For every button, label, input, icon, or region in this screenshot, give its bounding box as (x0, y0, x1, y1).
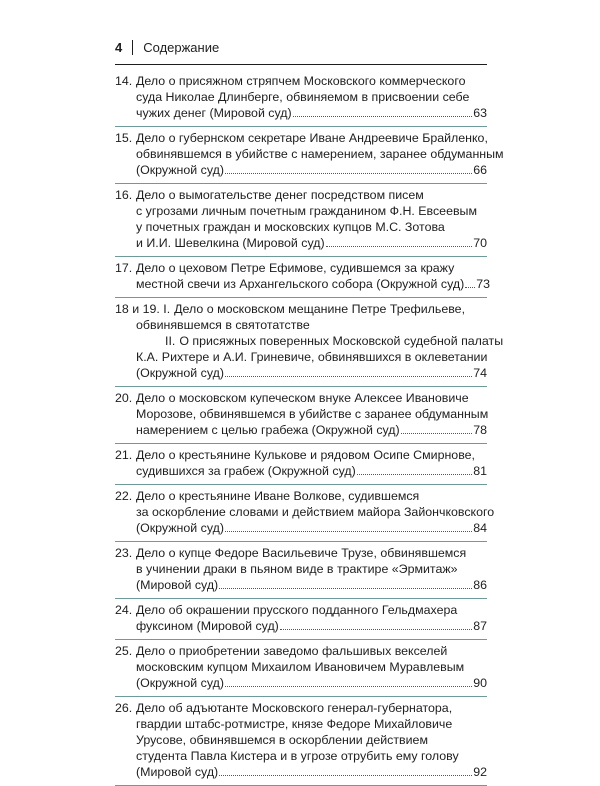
dot-leader (225, 675, 472, 687)
toc-entry-last-line (115, 764, 487, 780)
toc-entry[interactable] (115, 542, 487, 599)
entry-page-number: 87 (473, 619, 487, 633)
entry-title-text: местной свечи из Архангельского собора (Окружной суд) (136, 277, 465, 291)
toc-entry-line (115, 73, 487, 89)
entry-number: 24. (115, 603, 133, 617)
toc-entry-line (115, 349, 487, 365)
entry-title-text: у почетных граждан и московских купцов М.С. Зотова (136, 220, 445, 234)
entry-title-text: Дело о присяжном стряпчем Московского коммерческого (136, 74, 466, 88)
dot-leader (219, 764, 472, 776)
entry-number: 20. (115, 391, 133, 405)
page-header (115, 40, 487, 65)
entry-page-number: 84 (473, 521, 487, 535)
entry-title-text: и И.И. Шевелкина (Мировой суд) (136, 236, 325, 250)
toc-entry-line (115, 317, 487, 333)
toc-entry-line (115, 447, 487, 463)
entry-number: 16. (115, 188, 133, 202)
toc-entry-line (115, 146, 504, 162)
toc-entry[interactable] (115, 70, 487, 127)
entry-title-text: фуксином (Мировой суд) (136, 619, 279, 633)
entry-title-text: обвинявшемся в святотатстве (136, 318, 310, 332)
toc-entry-line (115, 643, 487, 659)
toc-entry-line (115, 301, 487, 317)
dot-leader (219, 577, 472, 589)
toc-entry-last-line (115, 675, 487, 691)
entry-page-number: 74 (473, 366, 487, 380)
entry-title-text: О присяжных поверенных Московской судебной палаты (179, 334, 504, 348)
entry-title-text: Дело о цеховом Петре Ефимове, судившемся за кражу (136, 261, 455, 275)
entry-title-text: с угрозами личным почетным гражданином Ф.Н. Евсеевым (136, 204, 477, 218)
section-title: Содержание (143, 40, 220, 55)
toc-entry-last-line (115, 618, 487, 634)
dot-leader (326, 235, 473, 247)
entry-title-text: Дело о крестьянине Кулькове и рядовом Осипе Смирнове, (136, 448, 475, 462)
toc-entry-line (115, 219, 487, 235)
entry-title-text: К.А. Рихтере и А.И. Гриневиче, обвинявшихся в оклеветании (136, 350, 488, 364)
toc-entry-line (115, 700, 487, 716)
entry-sub-number: II. (165, 334, 176, 348)
entry-title-text: (Мировой суд) (136, 765, 219, 779)
entry-title-text: суда Николае Длинберге, обвиняемом в присвоении себе (136, 90, 470, 104)
toc-entry-last-line (115, 520, 487, 536)
toc-entry-last-line (115, 162, 487, 178)
entry-title-text: (Окружной суд) (136, 366, 224, 380)
toc-entry[interactable] (115, 485, 495, 542)
toc-entry-line (115, 545, 487, 561)
toc-entry-line (115, 602, 487, 618)
entry-number: 25. (115, 644, 133, 658)
toc-entry-line (115, 716, 487, 732)
toc-entry-last-line (115, 276, 491, 292)
toc-entry[interactable] (115, 444, 487, 485)
table-of-contents (115, 70, 504, 786)
dot-leader (357, 463, 472, 475)
entry-title-text: Дело о губернском секретаре Иване Андреевиче Брайленко, (136, 131, 488, 145)
toc-entry[interactable] (115, 387, 487, 444)
entry-title-text: (Окружной суд) (136, 163, 224, 177)
entry-title-text: Дело о вымогательстве денег посредством писем (136, 188, 424, 202)
entry-title-text: намерением с целью грабежа (Окружной суд) (136, 423, 400, 437)
entry-title-text: (Окружной суд) (136, 521, 224, 535)
toc-entry-line (115, 504, 495, 520)
entry-number: 22. (115, 489, 133, 503)
entry-title-text: за оскорбление словами и действием майора Зайончковского (136, 505, 495, 519)
entry-number: 26. (115, 701, 133, 715)
toc-entry[interactable] (115, 640, 487, 697)
toc-entry-line (115, 333, 504, 349)
toc-entry[interactable] (115, 697, 487, 786)
toc-entry[interactable] (115, 257, 491, 298)
toc-entry-last-line (115, 235, 487, 251)
entry-number: 14. (115, 74, 133, 88)
toc-entry-line (115, 187, 487, 203)
entry-page-number: 78 (473, 423, 487, 437)
toc-entry-line (115, 390, 487, 406)
dot-leader (293, 105, 473, 117)
toc-entry-last-line (115, 105, 487, 121)
entry-title-text: Дело о московском купеческом внуке Алексее Ивановиче (136, 391, 469, 405)
toc-entry-last-line (115, 577, 487, 593)
entry-title-text: Дело об окрашении прусского подданного Гельдмахера (136, 603, 458, 617)
entry-page-number: 66 (473, 163, 487, 177)
entry-title-text: (Мировой суд) (136, 578, 219, 592)
toc-entry-line (115, 748, 487, 764)
toc-entry-last-line (115, 422, 487, 438)
entry-title-text: судившихся за грабеж (Окружной суд) (136, 464, 356, 478)
entry-title-text: Дело о приобретении заведомо фальшивых векселей (136, 644, 448, 658)
entry-number: 18 и 19. I. (115, 302, 171, 316)
entry-title-text: Дело о купце Федоре Васильевиче Трузе, обвинявшемся (136, 546, 467, 560)
dot-leader (225, 520, 472, 532)
entry-title-text: московским купцом Михаилом Ивановичем Муравлевым (136, 660, 465, 674)
toc-entry-line (115, 659, 487, 675)
entry-page-number: 70 (473, 236, 487, 250)
entry-number: 15. (115, 131, 133, 145)
entry-page-number: 90 (473, 676, 487, 690)
entry-title-text: (Окружной суд) (136, 676, 224, 690)
page-number: 4 (115, 40, 123, 55)
toc-entry[interactable] (115, 184, 487, 257)
dot-leader (465, 276, 475, 288)
entry-title-text: Дело о крестьянине Иване Волкове, судившемся (136, 489, 420, 503)
toc-entry-line (115, 260, 487, 276)
entry-title-text: обвинявшемся в убийстве с намерением, заранее обдуманным (136, 147, 504, 161)
toc-entry[interactable] (115, 599, 487, 640)
dot-leader (280, 618, 472, 630)
toc-entry-last-line (115, 463, 487, 479)
entry-title-text: Урусове, обвинявшемся в оскорблении действием (136, 733, 428, 747)
dot-leader (225, 162, 472, 174)
toc-entry-line (115, 561, 487, 577)
toc-entry-line (115, 488, 487, 504)
entry-page-number: 81 (473, 464, 487, 478)
entry-page-number: 92 (473, 765, 487, 779)
entry-title-text: студента Павла Кистера и в угрозе отрубить ему голову (136, 749, 459, 763)
toc-entry-last-line (115, 365, 487, 381)
dot-leader (401, 422, 473, 434)
entry-page-number: 63 (473, 106, 487, 120)
entry-title-text: чужих денег (Мировой суд) (136, 106, 292, 120)
dot-leader (225, 365, 472, 377)
entry-title-text: Морозове, обвинявшемся в убийстве с заранее обдуманным (136, 407, 489, 421)
entry-number: 23. (115, 546, 133, 560)
toc-entry-line (115, 732, 487, 748)
toc-entry-line (115, 89, 487, 105)
entry-number: 17. (115, 261, 133, 275)
entry-title-text: гвардии штабс-ротмистре, князе Федоре Михайловиче (136, 717, 453, 731)
entry-number: 21. (115, 448, 133, 462)
header-separator (132, 40, 133, 55)
entry-page-number: 73 (476, 277, 491, 291)
toc-entry-line (115, 203, 487, 219)
entry-page-number: 86 (473, 578, 487, 592)
toc-entry[interactable] (115, 127, 504, 184)
entry-title-text: Дело об адъютанте Московского генерал-губернатора, (136, 701, 453, 715)
entry-title-text: Дело о московском мещанине Петре Трефильеве, (174, 302, 466, 316)
entry-title-text: в учинении драки в пьяном виде в трактире «Эрмитаж» (136, 562, 458, 576)
toc-entry[interactable] (115, 298, 504, 387)
toc-entry-line (115, 406, 487, 422)
toc-entry-line (115, 130, 487, 146)
